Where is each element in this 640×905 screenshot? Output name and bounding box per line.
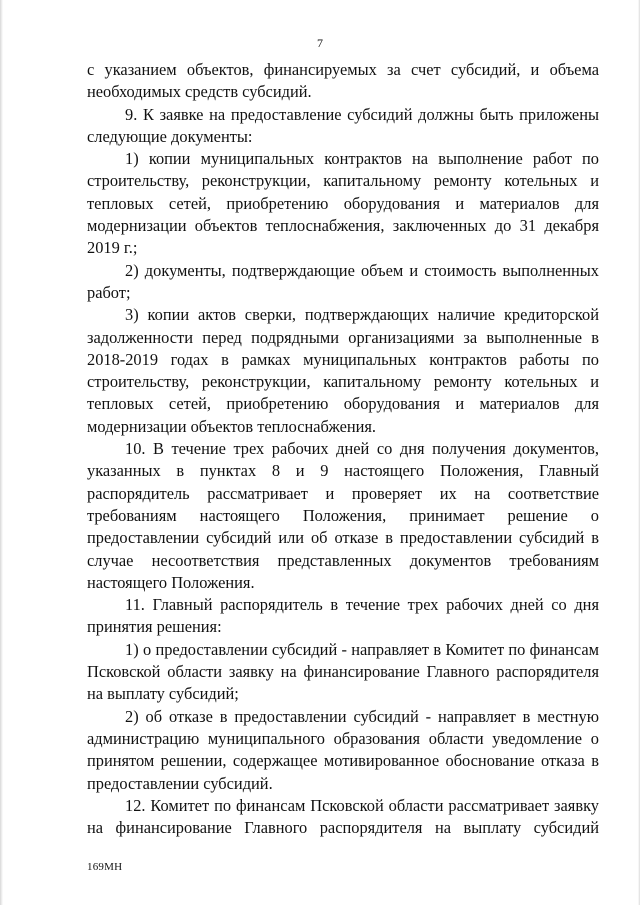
paragraph-item-9-3: 3) копии актов сверки, подтверждающих наличие кредиторской задолженности перед подрядными организациями за выполненные в 2018-2019 годах в рамках муниципальных контрактов работы по строительству, реконструкции, капитальному ремонту котельных и тепловых сетей, приобретению оборудования и материалов для модернизации объектов теплоснабжения. — [87, 305, 599, 436]
paragraph-item-9-2: 2) документы, подтверждающие объем и стоимость выполненных работ; — [87, 260, 599, 302]
paragraph-item-10: 10. В течение трех рабочих дней со дня получения документов, указанных в пунктах 8 и 9 настоящего Положения, Главный распорядитель рассматривает и проверяет их на соответствие требованиям настоящего Положения, принимает решение о предоставлении субсидий или об отказе в предоставлении субсидий в случае несоответствия представленных документов требованиям настоящего Положения. — [87, 439, 599, 592]
document-footer-code: 169МН — [87, 861, 123, 873]
paragraph-item-12: 12. Комитет по финансам Псковской области рассматривает заявку на финансирование Главного распорядителя на выплату субсидий — [87, 795, 599, 838]
paragraph-item-11: 11. Главный распорядитель в течение трех рабочих дней со дня принятия решения: — [87, 595, 599, 637]
paragraph-item-9: 9. К заявке на предоставление субсидий должны быть приложены следующие документы: — [87, 104, 599, 146]
paragraph-item-11-1: 1) о предоставлении субсидий - направляет в Комитет по финансам Псковской области заявку на финансирование Главного распорядителя на выплату субсидий; — [87, 639, 599, 704]
scan-edge-left — [0, 0, 3, 905]
paragraph-objects-continuation: с указанием объектов, финансируемых за счет субсидий, и объема необходимых средств субсидий. — [87, 60, 599, 102]
page-number: 7 — [317, 36, 323, 50]
document-body — [87, 59, 599, 839]
paragraph-item-9-1: 1) копии муниципальных контрактов на выполнение работ по строительству, реконструкции, капитальному ремонту котельных и тепловых сетей, приобретению оборудования и материалов для модернизации объектов теплоснабжения, заключенных до 31 декабря 2019 г.; — [87, 149, 599, 258]
paragraph-item-11-2: 2) об отказе в предоставлении субсидий - направляет в местную администрацию муниципального образования области уведомление о принятом решении, содержащее мотивированное обоснование отказа в предоставлении субсидий. — [87, 706, 599, 793]
